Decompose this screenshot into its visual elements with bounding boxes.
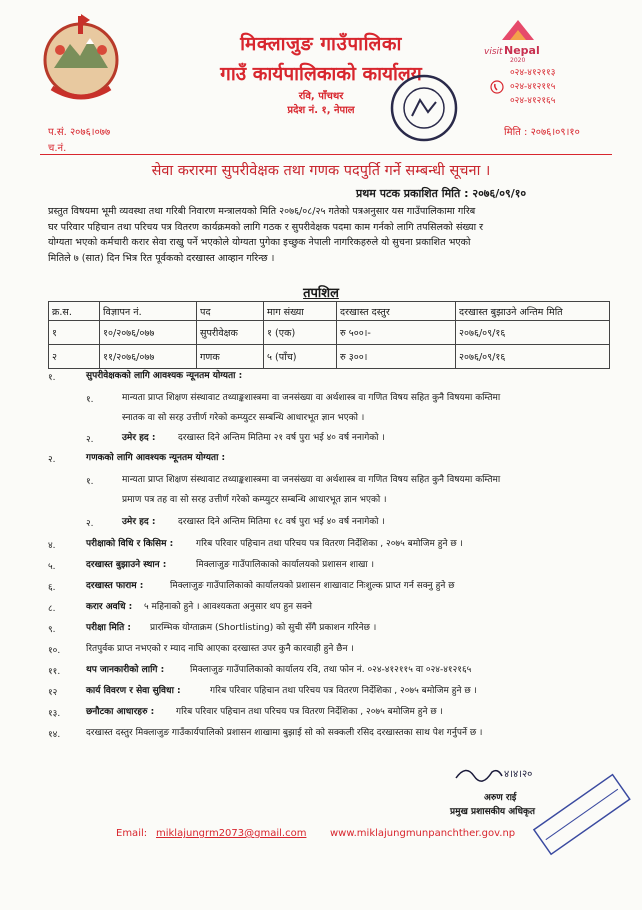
item-number: ४. (48, 541, 56, 551)
signatory-name: अरुण राई (484, 793, 517, 803)
intro-line: घर परिवार पहिचान तथा परिचय पत्र वितरण कार्यक्रमको लागि गठक र सुपरीवेक्षक पदमा काम गर्नको लागि तपसिलको संख्या र (48, 221, 484, 233)
item-label: दरखास्त बुझाउने स्थान : (86, 560, 167, 570)
item-text: मिक्लाजुङ गाउँपालिकाको कार्यालयको प्रशासन शाखा । (196, 560, 375, 570)
item-number: १४. (48, 730, 61, 740)
item-number: २. (48, 455, 56, 465)
item-label: परीक्षाको विधि र किसिम : (86, 539, 174, 549)
publish-date: प्रथम पटक प्रकाशित मिति : २०७६/०९/१० (356, 187, 527, 200)
item-number: १. (86, 395, 94, 405)
reference-number: प.सं. २०७६।०७७ (48, 127, 111, 138)
column-header: माग संख्या (264, 302, 337, 321)
column-header: दरखास्त बुझाउने अन्तिम मिति (456, 302, 610, 321)
item-text: गरिब परिवार पहिचान तथा परिचय पत्र वितरण निर्देशिका , २०७५ बमोजिम हुने छ । (176, 707, 443, 717)
column-header: क्र.स. (49, 302, 100, 321)
table-row (49, 345, 610, 369)
item-text: प्रमाण पत्र तह वा सो सरह उत्तीर्ण गरेको कम्प्युटर सम्बन्धि आधारभूत ज्ञान भएको । (122, 495, 387, 505)
post-table (48, 301, 610, 369)
column-header: दरखास्त दस्तुर (337, 302, 456, 321)
table-cell: सुपरीवेक्षक (197, 321, 264, 345)
table-cell: गणक (197, 345, 264, 369)
table-cell: १ (एक) (264, 321, 337, 345)
signatory-title: प्रमुख प्रशासकीय अधिकृत (450, 807, 536, 817)
item-text: रितपुर्वक प्राप्त नभएको र म्याद नाघि आएका दरखास्त उपर कुनै कारवाही हुने छैन । (86, 644, 354, 654)
office-stamp-icon (388, 72, 460, 144)
item-text: दरखास्त दस्तुर मिक्लाजुङ गाउँकार्यपालिको प्रशासन शाखामा बुझाई सो को सक्कली रसिद दरखास्तका साथ पेश गर्नुपर्ने छ । (86, 728, 483, 738)
notice-title: सेवा करारमा सुपरीवेक्षक तथा गणक पदपुर्ति गर्ने सम्बन्धी सूचना । (151, 163, 491, 179)
intro-line: मितिले ७ (सात) दिन भित्र रित पूर्वकको दरखास्त आव्हान गरिन्छ । (48, 252, 275, 264)
notice-intro (48, 204, 608, 266)
item-text: मान्यता प्राप्त शिक्षण संस्थावाट तथ्याङ्कशास्त्रमा वा जनसंख्या वा अर्थशास्त्र वा गणित विषय सहित कुनै विषयमा कम्तिमा (122, 475, 501, 485)
letter-date: मिति : २०७६।०९।१० (504, 127, 580, 138)
item-label: सुपरीवेक्षकको लागि आवश्यक न्यूनतम योग्यता : (86, 371, 243, 381)
signature-date: ४।४।२० (504, 769, 533, 780)
phone-number: ०२४-४१२१६५ (510, 96, 556, 106)
item-number: १२ (48, 688, 58, 698)
item-number: १३. (48, 709, 61, 719)
item-text: मान्यता प्राप्त शिक्षण संस्थावाट तथ्याङ्कशास्त्रमा वा जनसंख्या वा अर्थशास्त्र वा गणित विषय सहित कुनै विषयमा कम्तिमा (122, 393, 501, 403)
intro-line: प्रस्तुत विषयमा भूमी व्यवस्था तथा गरिबी निवारण मन्त्रालयको मिति २०७६/०८/२५ गतेको पत्रअनुसार यस गाउँपालिकामा गरिब (48, 206, 476, 217)
table-cell: २ (49, 345, 100, 369)
item-label: छनौटका आधारहरु : (86, 707, 155, 717)
item-number: १०. (48, 646, 61, 656)
table-title: तपशिल (303, 286, 339, 301)
item-label: थप जानकारीको लागि : (86, 665, 165, 675)
item-text: गरिब परिवार पहिचान तथा परिचय पत्र वितरण निर्देशिका , २०७५ बमोजिम हुने छ । (210, 686, 477, 696)
table-cell: २०७६/०९/१६ (456, 345, 610, 369)
item-label: गणकको लागि आवश्यक न्यूनतम योग्यता : (86, 453, 226, 463)
table-cell: १ (49, 321, 100, 345)
item-text: मिक्लाजुङ गाउँपालिकाको कार्यालय रवि, तथा फोन नं. ०२४-४१२११५ वा ०२४-४१२१६५ (190, 665, 472, 675)
item-text: दरखास्त दिने अन्तिम मितिमा २१ वर्ष पुरा भई ४० वर्ष ननागेको । (178, 433, 385, 443)
table-header-row (49, 302, 610, 321)
item-text: स्नातक वा सो सरह उत्तीर्ण गरेको कम्प्युटर सम्बन्धि आधारभूत ज्ञान भएको । (122, 413, 365, 423)
phone-icon (490, 80, 504, 94)
item-label: करार अवधि : (86, 602, 133, 612)
item-number: ९. (48, 625, 56, 635)
item-text: दरखास्त दिने अन्तिम मितिमा १८ वर्ष पुरा भई ४० वर्ष ननागेको । (178, 517, 385, 527)
email-link[interactable]: miklajungrm2073@gmail.com (156, 828, 307, 839)
item-number: २. (86, 519, 94, 529)
office-subtitle: गाउँ कार्यपालिकाको कार्यालय (220, 63, 422, 85)
table-cell: ११/२०७६/०७७ (100, 345, 197, 369)
signature-stamp-icon (526, 760, 636, 870)
office-name: मिक्लाजुङ गाउँपालिका (240, 33, 402, 55)
item-label: परीक्षा मिति : (86, 623, 131, 633)
item-number: १. (48, 373, 56, 383)
address-line-2: प्रदेश नं. १, नेपाल (287, 105, 355, 116)
svg-text:visit: visit (484, 47, 503, 57)
intro-line: योग्यता भएको कर्मचारी करार सेवा राखु पर्ने भएकोले योग्यता पुगेका इच्छुक नेपाली नागरिकहरुले यो सुचना प्रकाशित भएको (48, 237, 471, 249)
item-number: १. (86, 477, 94, 487)
svg-text:Nepal: Nepal (504, 44, 540, 57)
column-header: विज्ञापन नं. (100, 302, 197, 321)
phone-number: ०२४-४१२११३ (510, 68, 556, 78)
item-text: ५ महिनाको हुने । आवश्यकता अनुसार थप हुन सक्ने (144, 602, 313, 612)
item-label: उमेर हद : (122, 433, 156, 443)
header-divider (40, 154, 612, 155)
table-cell: रु ५००।- (337, 321, 456, 345)
item-number: ५. (48, 562, 56, 572)
item-text: मिक्लाजुङ गाउँपालिकाको कार्यालयको प्रशासन शाखावाट निःशुल्क प्राप्त गर्न सक्नु हुने छ (170, 581, 455, 591)
item-text: प्रारम्भिक योग्ताक्रम (Shortlisting) को सुची सँगै प्रकाशन गरिनेछ । (150, 623, 377, 633)
email-label: Email: (116, 828, 148, 839)
svg-text:2020: 2020 (510, 57, 526, 64)
phone-number: ०२४-४१२११५ (510, 82, 556, 92)
phone-list (510, 66, 555, 108)
item-number: २. (86, 435, 94, 445)
item-label: उमेर हद : (122, 517, 156, 527)
table-cell: १०/२०७६/०७७ (100, 321, 197, 345)
item-label: कार्य विवरण र सेवा सुविधा : (86, 686, 181, 696)
column-header: पद (197, 302, 264, 321)
address-line-1: रवि, पाँचथर (298, 91, 344, 102)
item-number: ११. (48, 667, 61, 677)
table-cell: २०७६/०९/१६ (456, 321, 610, 345)
table-row (49, 321, 610, 345)
item-number: ८. (48, 604, 56, 614)
dispatch-number: च.नं. (48, 143, 67, 154)
item-label: दरखास्त फाराम : (86, 581, 144, 591)
visit-nepal-logo-icon (482, 10, 554, 64)
item-number: ६. (48, 583, 56, 593)
table-cell: ५ (पाँच) (264, 345, 337, 369)
website-link[interactable]: www.miklajungmunpanchther.gov.np (330, 828, 516, 839)
item-text: गरिब परिवार पहिचान तथा परिचय पत्र वितरण निर्देशिका , २०७५ बमोजिम हुने छ । (196, 539, 463, 549)
table-cell: रु ३००। (337, 345, 456, 369)
